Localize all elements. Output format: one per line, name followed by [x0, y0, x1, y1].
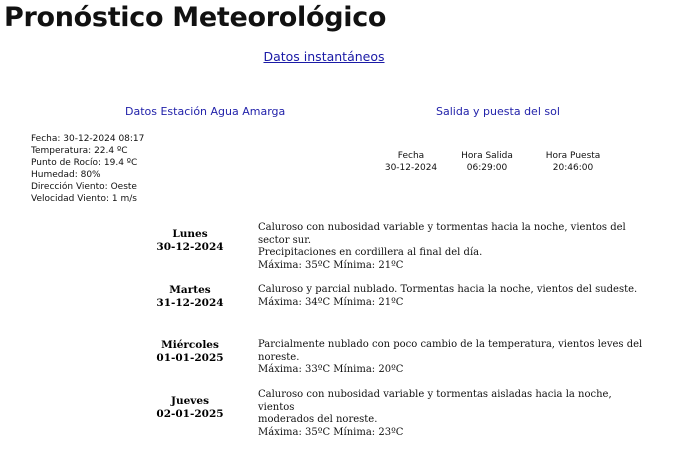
forecast-description	[258, 339, 648, 377]
forecast-description	[258, 389, 648, 439]
station-dew-point: Punto de Rocío: 19.4 ºC	[31, 158, 138, 168]
forecast-day-date: 02-01-2025	[156, 408, 224, 420]
sun-value-date: 30-12-2024	[384, 163, 438, 173]
sun-col-sunset	[528, 150, 618, 174]
station-humidity: Humedad: 80%	[31, 170, 101, 180]
forecast-text-line: moderados del noreste.	[258, 414, 378, 425]
station-heading: Datos Estación Agua Amarga	[125, 105, 286, 118]
forecast-minmax: Máxima: 35ºC Mínima: 23ºC	[258, 426, 404, 438]
forecast-day-date: 30-12-2024	[156, 241, 224, 253]
page-title: Pronóstico Meteorológico	[4, 2, 387, 33]
forecast-day-name: Jueves	[171, 395, 209, 407]
forecast-day-name: Miércoles	[161, 339, 219, 351]
sun-heading: Salida y puesta del sol	[436, 105, 560, 118]
forecast-text-line: Parcialmente nublado con poco cambio de la temperatura, vientos leves del noreste.	[258, 339, 643, 363]
forecast-text-line: Caluroso con nubosidad variable y tormentas hacia la noche, vientos del sector sur.	[258, 222, 626, 246]
sun-header-sunrise: Hora Salida	[461, 151, 513, 161]
forecast-description	[258, 284, 648, 309]
sun-header-date: Fecha	[397, 151, 425, 161]
sun-header-sunset: Hora Puesta	[545, 151, 601, 161]
forecast-minmax: Máxima: 33ºC Mínima: 20ºC	[258, 364, 404, 375]
station-data-list	[31, 133, 144, 205]
sun-value-sunset: 20:46:00	[552, 163, 594, 173]
forecast-text-line: Caluroso con nubosidad variable y tormentas aisladas hacia la noche, vientos	[258, 389, 612, 413]
instant-data-link[interactable]: Datos instantáneos	[263, 49, 385, 64]
forecast-text-line: Caluroso y parcial nublado. Tormentas hacia la noche, vientos del sudeste.	[258, 284, 638, 295]
forecast-day-date: 31-12-2024	[156, 297, 224, 309]
forecast-day-label	[140, 284, 240, 310]
forecast-minmax: Máxima: 34ºC Mínima: 21ºC	[258, 296, 404, 308]
forecast-day-label	[140, 339, 240, 365]
forecast-text-line: Precipitaciones en cordillera al final del día.	[258, 247, 483, 258]
forecast-day-label	[140, 395, 240, 421]
station-temperature: Temperatura: 22.4 ºC	[31, 146, 128, 156]
station-wind-direction: Dirección Viento: Oeste	[31, 182, 137, 192]
forecast-description	[258, 222, 648, 272]
forecast-day-name: Lunes	[172, 228, 208, 240]
forecast-day-label	[140, 228, 240, 254]
sun-col-sunrise	[442, 150, 532, 174]
forecast-day-name: Martes	[169, 284, 211, 296]
forecast-minmax: Máxima: 35ºC Mínima: 21ºC	[258, 259, 404, 271]
station-wind-speed: Velocidad Viento: 1 m/s	[31, 194, 137, 204]
station-date: Fecha: 30-12-2024 08:17	[31, 134, 145, 144]
forecast-day-date: 01-01-2025	[156, 352, 224, 364]
sun-value-sunrise: 06:29:00	[466, 163, 508, 173]
